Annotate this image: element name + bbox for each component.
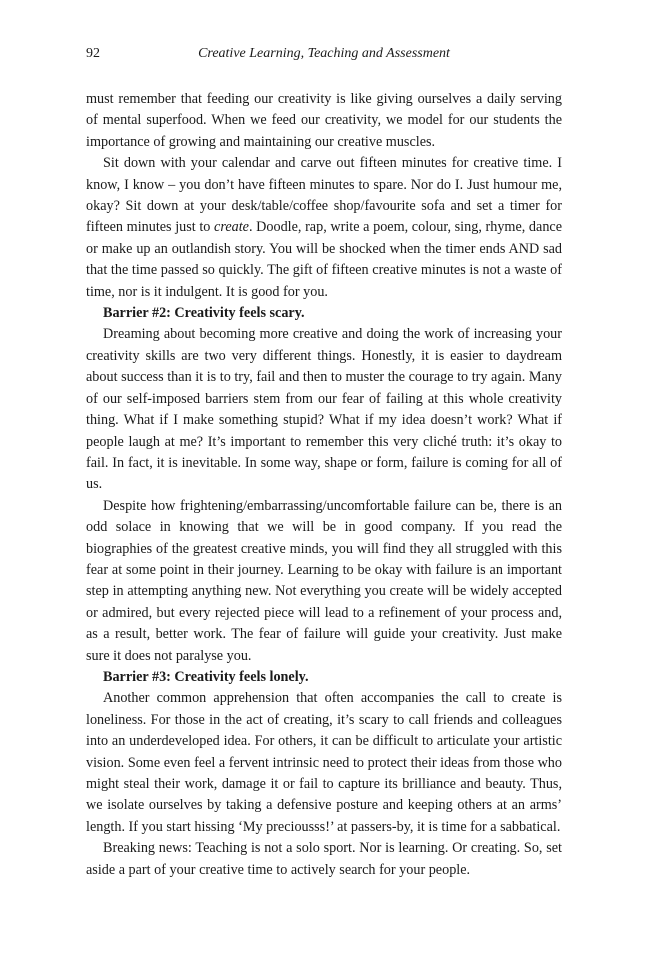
paragraph-continuation: must remember that feeding our creativity is like giving ourselves a daily serving of mental superfood. When we feed our creativity, we model for our students the importance of growing and maintaining our creative muscles. (86, 91, 562, 150)
paragraph-failure: Despite how frightening/embarrassing/uncomfortable failure can be, there is an odd solace in knowing that we will be in good company. If you read the biographies of the greatest creative minds, you will find they all struggled with this fear at some point in their journey. Learning to be okay with failure is an important step in attempting anything new. Not everything you create will be widely accepted or admired, but every rejected piece will lead to a refinement of your process and, as a result, better work. The fear of failure will guide your creativity. Just make sure it does not paralyse you. (86, 497, 562, 664)
paragraph-breaking-news: Breaking news: Teaching is not a solo sport. Nor is learning. Or creating. So, set aside a part of your creative time to actively search for your people. (86, 840, 562, 878)
section-heading-barrier-2: Barrier #2: Creativity feels scary. (103, 305, 305, 322)
running-header (86, 44, 562, 64)
paragraph-text: Sit down with your calendar and carve out fifteen minutes for creative time. I know, I know – you don’t have fifteen minutes to spare. Nor do I. Just humour me, okay? Sit down at your desk/table/coffee shop/favourite sofa and set a timer for fifteen minutes just to (86, 155, 562, 236)
emphasis-create: create (214, 219, 249, 236)
paragraph-fifteen-minutes (86, 153, 562, 303)
section-heading-barrier-3: Barrier #3: Creativity feels lonely. (103, 668, 309, 685)
running-title: Creative Learning, Teaching and Assessment (198, 46, 450, 61)
page-number: 92 (86, 46, 100, 61)
paragraph-text: . Doodle, rap, write a poem, colour, sing, rhyme, dance or make up an outlandish story. You will be shocked when the timer ends AND sad that the time passed so quickly. The gift of fifteen creative minutes is not a waste of time, nor is it indulgent. It is good for you. (86, 219, 563, 300)
paragraph-dreaming: Dreaming about becoming more creative and doing the work of increasing your creativity skills are two very different things. Honestly, it is easier to daydream about success than it is to try, fail and then to muster the courage to try again. Many of our self-imposed barriers stem from our fear of failing at this whole creativity thing. What if I make something stupid? What if my idea doesn’t work? What if people laugh at me? It’s important to remember this very cliché truth: it’s okay to fail. In fact, it is inevitable. In some way, shape or form, failure is coming for all of us. (86, 326, 562, 493)
body-text (86, 89, 562, 881)
paragraph-loneliness: Another common apprehension that often accompanies the call to create is loneliness. For those in the act of creating, it’s scary to call friends and colleagues into an underdeveloped idea. For others, it can be difficult to articulate your artistic vision. Some even feel a fervent intrinsic need to protect their ideas from those who might steal their work, damage it or fail to capture its brilliance and beauty. Thus, we isolate ourselves by taking a defensive posture and keeping others at an arms’ length. If you start hissing ‘My preciousss!’ at passers-by, it is time for a sabbatical. (86, 690, 562, 835)
